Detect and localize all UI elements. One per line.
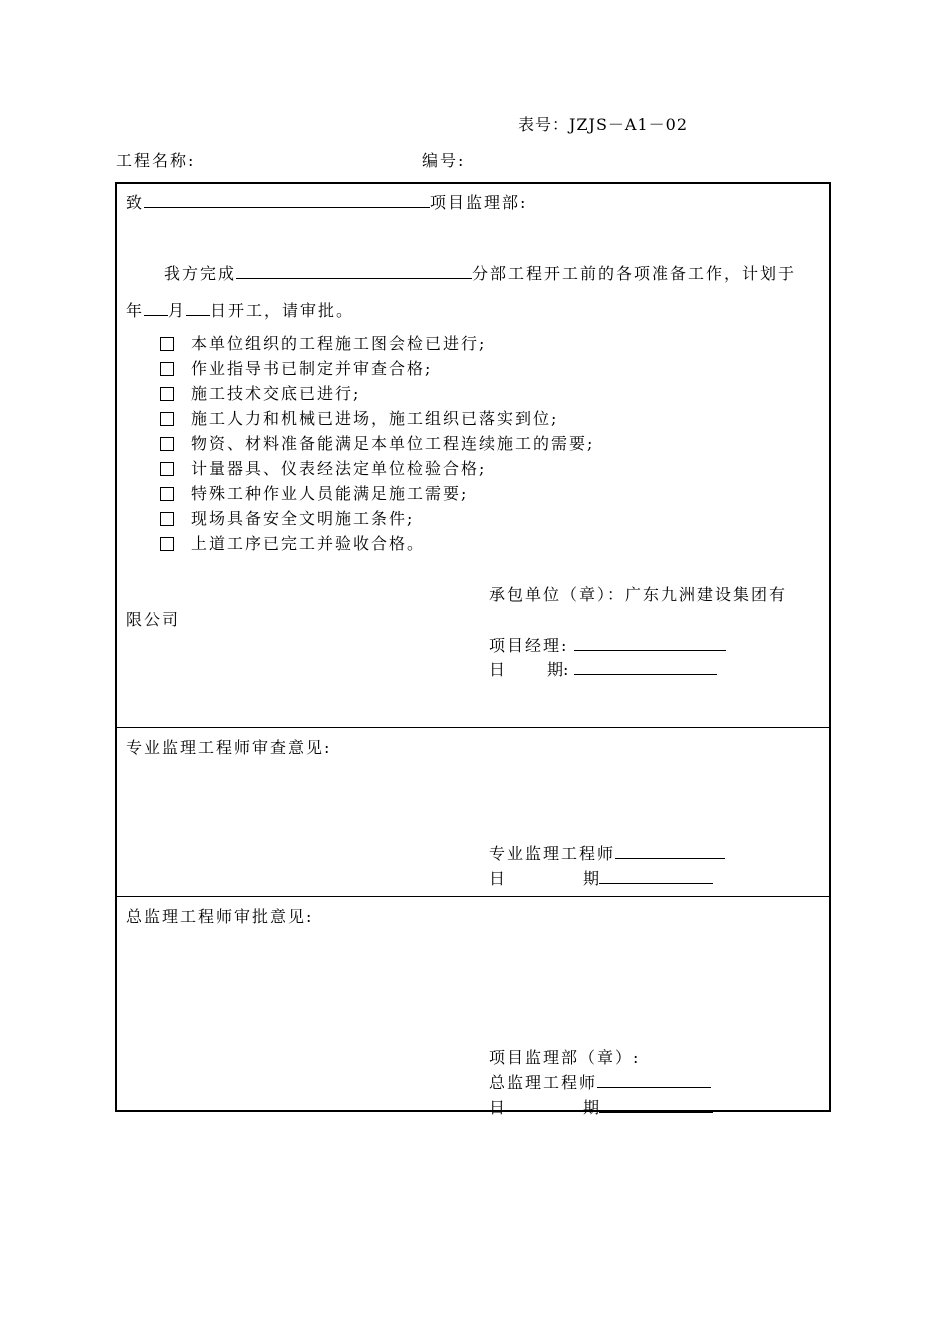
checkbox[interactable] xyxy=(160,462,174,476)
checklist-item-label: 计量器具、仪表经法定单位检验合格; xyxy=(191,459,487,478)
checklist-item-label: 现场具备安全文明施工条件; xyxy=(191,509,415,528)
engineer-date-line xyxy=(489,866,713,889)
date-label-day: 日 xyxy=(489,660,506,679)
checkbox[interactable] xyxy=(160,512,174,526)
chief-label: 总监理工程师 xyxy=(489,1073,598,1092)
engineer-signature-line xyxy=(489,841,725,864)
statement-part1: 我方完成 xyxy=(164,264,237,283)
date-label-day: 日 xyxy=(489,869,506,888)
application-form xyxy=(115,182,831,1117)
checklist-item xyxy=(160,506,594,531)
form-number: 表号：JZJS－A1－02 xyxy=(518,115,689,134)
project-manager-label: 项目经理: xyxy=(489,636,569,655)
completion-statement xyxy=(164,261,796,284)
supervision-dept-seal: 项目监理部（章）: xyxy=(489,1048,641,1067)
checkbox[interactable] xyxy=(160,387,174,401)
to-prefix: 致 xyxy=(126,193,145,212)
addressee-line xyxy=(126,190,527,213)
chief-signature-line xyxy=(489,1070,711,1093)
checklist-item xyxy=(160,431,594,456)
checklist-item xyxy=(160,356,594,381)
project-manager-line xyxy=(489,633,726,656)
day-blank[interactable] xyxy=(186,298,210,316)
checklist-item-label: 特殊工种作业人员能满足施工需要; xyxy=(191,484,469,503)
chief-signature[interactable] xyxy=(597,1070,711,1088)
statement-part2: 分部工程开工前的各项准备工作，计划于 xyxy=(472,264,797,283)
checklist-item-label: 施工人力和机械已进场，施工组织已落实到位; xyxy=(191,409,559,428)
date-label-day: 日 xyxy=(489,1098,506,1117)
date-label-period: 期 xyxy=(583,1098,600,1117)
month-label: 月 xyxy=(168,301,187,320)
contractor-line-cont: 限公司 xyxy=(126,610,181,629)
engineer-review-title: 专业监理工程师审查意见: xyxy=(126,738,332,757)
checklist-item-label: 作业指导书已制定并审查合格; xyxy=(191,359,433,378)
start-date-line xyxy=(126,298,354,321)
contractor-line: 承包单位（章）：广东九洲建设集团有 xyxy=(489,585,788,604)
contractor-date-line xyxy=(489,657,717,680)
engineer-date-field[interactable] xyxy=(599,866,713,884)
project-manager-signature[interactable] xyxy=(574,633,726,651)
contractor-date-field[interactable] xyxy=(574,657,717,675)
checklist-item-label: 上道工序已完工并验收合格。 xyxy=(191,534,426,553)
chief-date-line xyxy=(489,1095,713,1118)
engineer-signature[interactable] xyxy=(615,841,725,859)
serial-number-label: 编号: xyxy=(422,151,466,170)
day-suffix: 日开工，请审批。 xyxy=(210,301,355,320)
section-divider xyxy=(117,727,829,728)
checkbox[interactable] xyxy=(160,362,174,376)
year-label: 年 xyxy=(126,301,145,320)
readiness-checklist xyxy=(160,331,594,556)
date-label-period: 期 xyxy=(583,869,600,888)
checkbox[interactable] xyxy=(160,537,174,551)
checklist-item-label: 本单位组织的工程施工图会检已进行; xyxy=(191,334,487,353)
chief-approval-title: 总监理工程师审批意见: xyxy=(126,907,314,926)
supervision-dept-blank[interactable] xyxy=(144,190,430,208)
checkbox[interactable] xyxy=(160,437,174,451)
chief-date-field[interactable] xyxy=(599,1095,713,1113)
checklist-item xyxy=(160,381,594,406)
checkbox[interactable] xyxy=(160,487,174,501)
subproject-blank[interactable] xyxy=(236,261,472,279)
checklist-item xyxy=(160,406,594,431)
project-name-label: 工程名称: xyxy=(116,151,196,170)
checklist-item xyxy=(160,531,594,556)
checkbox[interactable] xyxy=(160,412,174,426)
month-blank[interactable] xyxy=(144,298,168,316)
date-label-period: 期: xyxy=(547,660,569,679)
section-divider xyxy=(117,896,829,897)
checklist-item xyxy=(160,456,594,481)
engineer-label: 专业监理工程师 xyxy=(489,844,616,863)
to-suffix: 项目监理部: xyxy=(430,193,528,212)
checklist-item xyxy=(160,481,594,506)
checklist-item xyxy=(160,331,594,356)
checklist-item-label: 物资、材料准备能满足本单位工程连续施工的需要; xyxy=(191,434,595,453)
checkbox[interactable] xyxy=(160,337,174,351)
checklist-item-label: 施工技术交底已进行; xyxy=(191,384,361,403)
